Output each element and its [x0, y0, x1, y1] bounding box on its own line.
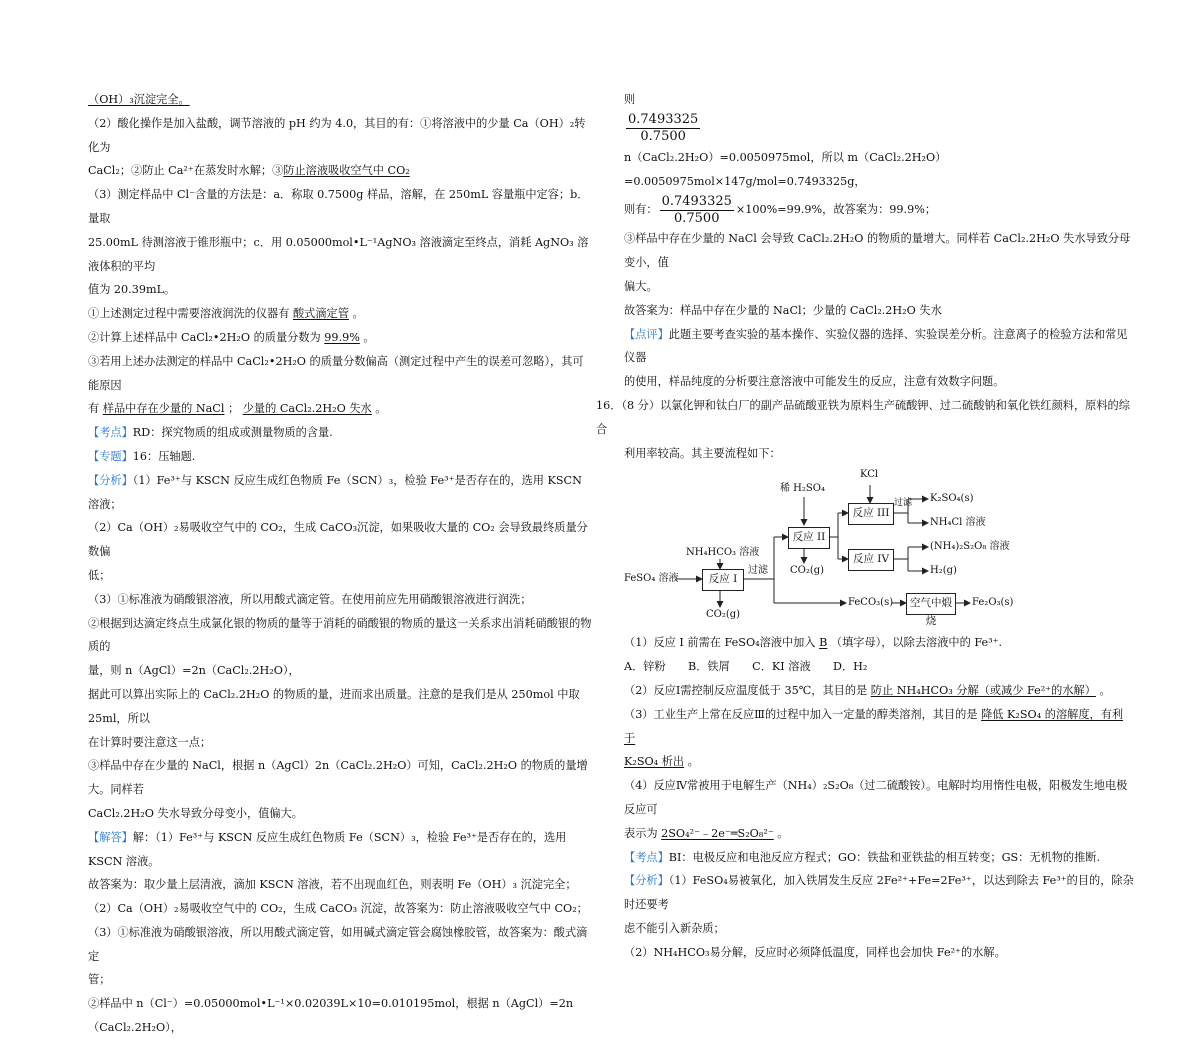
calcine-box: 空气中煅烧	[906, 593, 956, 615]
text-line: 【点评】此题主要考查实验的基本操作、实验仪器的选择、实验误差分析。注意离子的检验方法和常见仪器	[624, 327, 1128, 365]
text-line: 【分析】（1）Fe³⁺与 KSCN 反应生成红色物质 Fe（SCN）₃，检验 Fe³⁺是否存在的，选用 KSCN 溶液；	[88, 473, 582, 511]
answer-underline: K₂SO₄ 析出	[624, 755, 685, 769]
answer-underline: 样品中存在少量的 NaCl	[102, 402, 225, 416]
reaction-3-box: 反应 III	[848, 503, 894, 525]
section-tag: 【分析】	[88, 473, 133, 487]
text-line: 故答案为：样品中存在少量的 NaCl；少量的 CaCl₂.2H₂O 失水	[624, 303, 942, 317]
text-line: CaCl₂；②防止 Ca²⁺在蒸发时水解；③防止溶液吸收空气中 CO₂	[88, 164, 410, 178]
text-line: （2）NH₄HCO₃易分解，反应时必须降低温度，同样也会加快 Fe²⁺的水解。	[624, 945, 1006, 959]
text-line: （3）测定样品中 Cl⁻含量的方法是：a．称取 0.7500g 样品，溶解，在 250mL 容量瓶中定容；b．量取	[88, 188, 589, 225]
text-line: （2）Ca（OH）₂易吸收空气中的 CO₂，生成 CaCO₃沉淀，如果吸收大量的 CO₂ 会导致最终质量分数偏	[88, 521, 588, 559]
answer-underline: 99.9%	[324, 330, 360, 344]
text-line: （3）①标准液为硝酸银溶液，所以用酸式滴定管。在使用前应先用硝酸银溶液进行润洗；	[88, 592, 532, 606]
text-line: 量，则 n（AgCl）=2n（CaCl₂.2H₂O），	[88, 664, 300, 678]
reaction-2-box: 反应 II	[788, 527, 830, 549]
text-line: CaCl₂.2H₂O 失水导致分母变小，值偏大。	[88, 806, 303, 820]
text-line: 故答案为：取少量上层清液，滴加 KSCN 溶液，若不出现血红色，则表明 Fe（OH）₃ 沉淀完全；	[88, 878, 577, 892]
feso4-label: FeSO₄ 溶液	[624, 573, 679, 585]
text-line: （3）①标准液为硝酸银溶液，所以用酸式滴定管，如用碱式滴定管会腐蚀橡胶管，故答案为：酸式滴定	[88, 925, 588, 963]
text-line: 【专题】16：压轴题.	[88, 449, 196, 463]
text-line: ②根据到达滴定终点生成氯化银的物质的量等于消耗的硝酸银的物质的量这一关系求出消耗硝酸银的物质的	[88, 616, 592, 654]
text-line: 低；	[88, 568, 111, 582]
text-line: 的使用，样品纯度的分析要注意溶液中可能发生的反应，注意有效数字问题。	[624, 375, 1005, 389]
text-line: 虑不能引入新杂质；	[624, 921, 725, 935]
answer-underline: 2SO₄²⁻﹣2e⁻═S₂O₈²⁻	[661, 826, 774, 840]
text-line: ②样品中 n（Cl⁻）=0.05000mol•L⁻¹×0.02039L×10=0.010195mol，根据 n（AgCl）=2n（CaCl₂.2H₂O），	[88, 997, 574, 1035]
fraction: $\frac{0.7493325}{0.7500}$	[628, 112, 699, 145]
text-line: A．锌粉 B．铁屑 C．KI 溶液 D．H₂	[624, 660, 868, 674]
answer-underline: B	[819, 636, 828, 650]
section-tag: 【解答】	[88, 830, 133, 844]
text-line: 利用率较高。其主要流程如下：	[624, 446, 781, 460]
text-line: （4）反应Ⅳ常被用于电解生产（NH₄）₂S₂O₈（过二硫酸铵）。电解时均用惰性电极，阳极发生地电极反应可	[624, 779, 1128, 816]
text-line: 【解答】解：（1）Fe³⁺与 KSCN 反应生成红色物质 Fe（SCN）₃，检验 Fe³⁺是否存在的，选用 KSCN 溶液。	[88, 830, 567, 868]
text-line: n（CaCl₂.2H₂O）=0.0050975mol，所以 m（CaCl₂.2H₂O）=0.0050975mol×147g/mol=0.7493325g，	[624, 150, 947, 188]
text-line: ③若用上述办法测定的样品中 CaCl₂•2H₂O 的质量分数偏高（测定过程中产生的误差可忽略），其可能原因	[88, 354, 584, 392]
text-line: 【分析】（1）FeSO₄易被氧化，加入铁屑发生反应 2Fe²⁺+Fe=2Fe³⁺，以达到除去 Fe³⁺的目的，除杂时还要考	[624, 874, 1134, 912]
reaction-4-box: 反应 IV	[848, 549, 894, 571]
text-line: 【考点】RD：探究物质的组成或测量物质的含量.	[88, 426, 333, 440]
text-line: （2）酸化操作是加入盐酸，调节溶液的 pH 约为 4.0，其目的有：①将溶液中的少量 Ca（OH）₂转化为	[88, 116, 586, 154]
section-tag: 【专题】	[88, 449, 133, 463]
k2so4-label: K₂SO₄(s)	[930, 493, 974, 505]
text-line: ①上述测定过程中需要溶液润洗的仪器有 酸式滴定管 。	[88, 307, 364, 321]
fraction-line	[624, 112, 1134, 146]
answer-underline: 少量的 CaCl₂.2H₂O 失水	[242, 402, 372, 416]
text-line: 【考点】BI：电极反应和电池反应方程式；GO：铁盐和亚铁盐的相互转变；GS：无机物的推断.	[624, 850, 1101, 864]
text-line: K₂SO₄ 析出 。	[624, 755, 699, 769]
answer-underline: 降低 K₂SO₄ 的溶解度，有利于	[624, 707, 1124, 745]
nh4hco3-label: NH₄HCO₃ 溶液	[686, 547, 760, 559]
text-line: 25.00mL 待测溶液于锥形瓶中；c．用 0.05000mol•L⁻¹AgNO₃ 溶液滴定至终点，消耗 AgNO₃ 溶液体积的平均	[88, 235, 589, 273]
text-line: 管；	[88, 973, 111, 987]
text-line: 表示为 2SO₄²⁻﹣2e⁻═S₂O₈²⁻ 。	[624, 826, 789, 840]
text-line: ②计算上述样品中 CaCl₂•2H₂O 的质量分数为 99.9% 。	[88, 330, 375, 344]
filter-label: 过滤	[894, 498, 913, 509]
text-line: 偏大。	[624, 279, 658, 293]
left-column	[88, 88, 594, 1040]
text-line: 在计算时要注意这一点；	[88, 735, 212, 749]
text-line: （3）工业生产上常在反应Ⅲ的过程中加入一定量的醇类溶剂，其目的是 降低 K₂SO₄ 的溶解度，有利于	[624, 707, 1124, 745]
section-tag: 【分析】	[624, 874, 669, 888]
answer-underline: 酸式滴定管	[292, 307, 349, 321]
text-line: ③样品中存在少量的 NaCl 会导致 CaCl₂.2H₂O 的物质的量增大。同样若 CaCl₂.2H₂O 失水导致分母变小，值	[624, 232, 1131, 270]
text-line: 16．（8 分）以氯化钾和钛白厂的副产品硫酸亚铁为原料生产硫酸钾、过二硫酸钠和氧化铁红颜料，原料的综合	[596, 398, 1130, 436]
text-line: （2）Ca（OH）₂易吸收空气中的 CO₂，生成 CaCO₃ 沉淀，故答案为：防止溶液吸收空气中 CO₂；	[88, 902, 588, 916]
feco3-label: FeCO₃(s)	[848, 597, 894, 609]
answer-underline: 防止 NH₄HCO₃ 分解（或减少 Fe²⁺的水解）	[870, 683, 1096, 697]
section-tag: 【点评】	[624, 327, 669, 341]
nh42s2o8-label: (NH₄)₂S₂O₈ 溶液	[930, 541, 1010, 553]
answer-underline: 防止溶液吸收空气中 CO₂	[283, 164, 410, 178]
nh4cl-label: NH₄Cl 溶液	[930, 517, 986, 529]
filter-label: 过滤	[748, 565, 768, 577]
h2-label: H₂(g)	[930, 565, 957, 577]
text-line: ③样品中存在少量的 NaCl，根据 n（AgCl）2n（CaCl₂.2H₂O）可知，CaCl₂.2H₂O 的物质的量增大。同样若	[88, 759, 588, 797]
text-line: （OH）₃沉淀完全。	[88, 93, 190, 106]
text-line: 有 样品中存在少量的 NaCl ； 少量的 CaCl₂.2H₂O 失水 。	[88, 402, 387, 416]
h2so4-label: 稀 H₂SO₄	[780, 483, 825, 495]
co2-label: CO₂(g)	[790, 565, 825, 577]
co2-label: CO₂(g)	[706, 609, 741, 621]
text-line: 则	[624, 93, 636, 106]
fraction-line: 则有： $\frac{0.7493325}{0.7500}$ ×100%=99.9%，故答案为：99.9%；	[624, 193, 937, 226]
fraction: $\frac{0.7493325}{0.7500}$	[661, 193, 732, 226]
right-column	[596, 88, 1134, 965]
process-flow-diagram	[624, 467, 1134, 627]
text-line: 值为 20.39mL。	[88, 283, 176, 297]
section-tag: 【考点】	[624, 850, 669, 864]
reaction-1-box: 反应 I	[702, 569, 744, 591]
fe2o3-label: Fe₂O₃(s)	[972, 597, 1014, 609]
text-line: （1）反应 I 前需在 FeSO₄溶液中加入 B （填字母），以除去溶液中的 Fe³⁺.	[624, 636, 1003, 650]
text-line: （2）反应Ⅰ需控制反应温度低于 35℃，其目的是 防止 NH₄HCO₃ 分解（或减少 Fe²⁺的水解） 。	[624, 683, 1111, 697]
text-line: 据此可以算出实际上的 CaCl₂.2H₂O 的物质的量，进而求出质量。注意的是我们是从 250mol 中取 25ml，所以	[88, 687, 580, 725]
section-tag: 【考点】	[88, 426, 133, 440]
kcl-label: KCl	[860, 469, 879, 481]
